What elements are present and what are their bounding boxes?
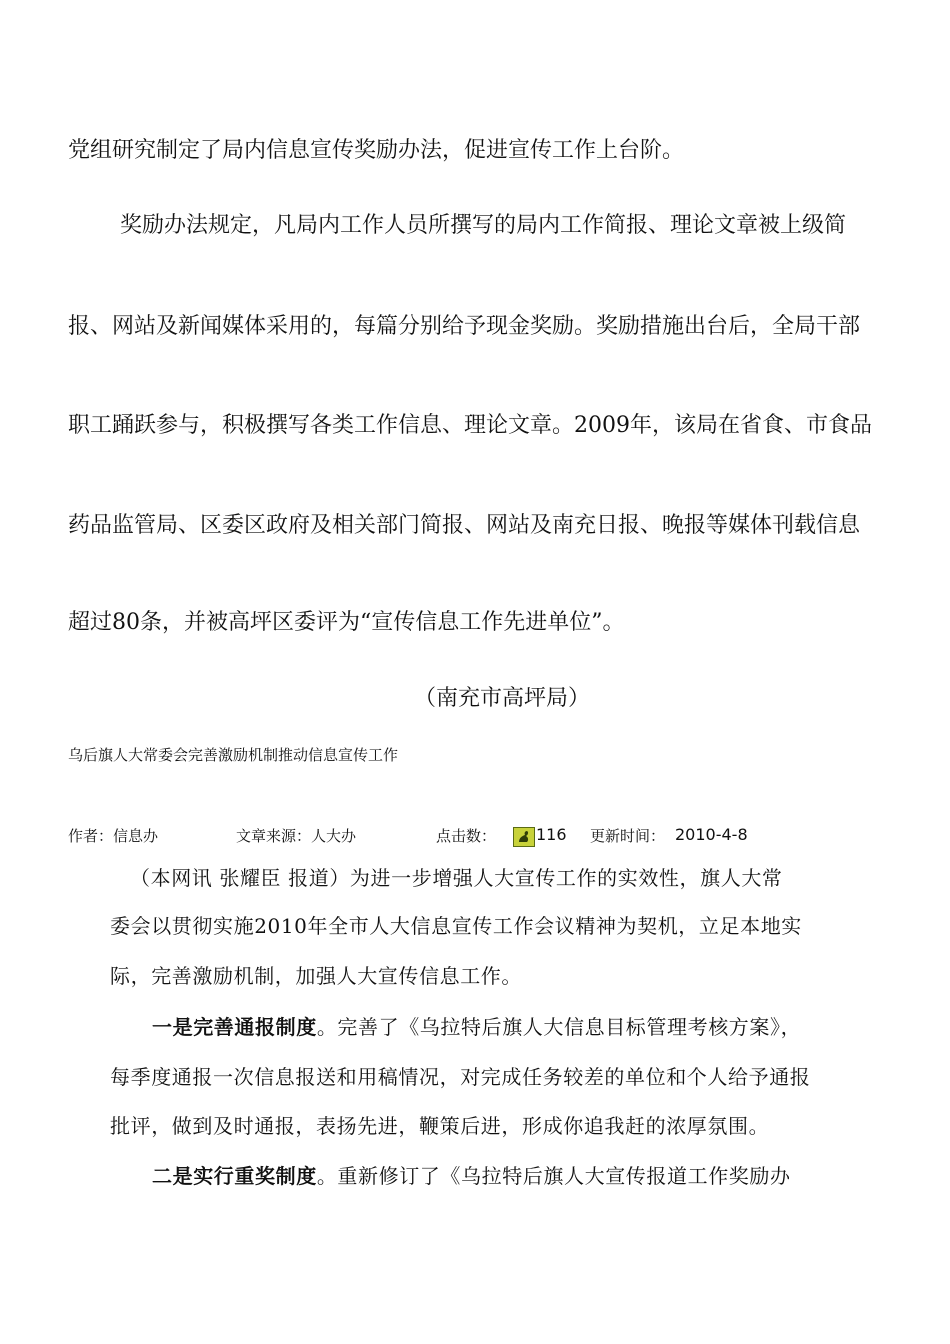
update-value: 2010-4-8 <box>675 825 748 844</box>
hit-counter-icon <box>513 827 535 847</box>
paragraph-line: 际，完善激励机制，加强人大宣传信息工作。 <box>110 964 522 988</box>
article-title: 乌后旗人大常委会完善激励机制推动信息宣传工作 <box>68 746 399 764</box>
paragraph-line: 药品监管局、区委区政府及相关部门简报、网站及南充日报、晚报等媒体刊载信息 <box>68 513 861 538</box>
paragraph-line: 报、网站及新闻媒体采用的，每篇分别给予现金奖励。奖励措施出台后，全局干部 <box>68 314 861 339</box>
point-two-heading: 二是实行重奖制度 <box>152 1164 317 1188</box>
point-one-heading: 一是完善通报制度 <box>152 1015 317 1039</box>
paragraph-line: （本网讯 张耀臣 报道）为进一步增强人大宣传工作的实效性，旗人大常 <box>130 866 783 890</box>
hits-value: 116 <box>536 825 567 844</box>
paragraph-line: 超过80条，并被高坪区委评为“宣传信息工作先进单位”。 <box>68 610 625 635</box>
paragraph-line: 每季度通报一次信息报送和用稿情况，对完成任务较差的单位和个人给予通报 <box>110 1065 811 1089</box>
hits-label: 点击数： <box>436 827 497 845</box>
update-label: 更新时间： <box>590 827 666 845</box>
source-note: （南充市高坪局） <box>414 686 591 711</box>
paragraph-line: 职工踊跃参与，积极撰写各类工作信息、理论文章。2009年，该局在省食、市食品 <box>68 413 872 438</box>
source-label: 文章来源：人大办 <box>236 827 357 845</box>
paragraph-line: 批评，做到及时通报，表扬先进，鞭策后进，形成你追我赶的浓厚氛围。 <box>110 1114 770 1138</box>
paragraph-line: 党组研究制定了局内信息宣传奖励办法，促进宣传工作上台阶。 <box>68 138 685 163</box>
point-one <box>152 1017 801 1037</box>
paragraph-line: 奖励办法规定，凡局内工作人员所撰写的局内工作简报、理论文章被上级简 <box>120 213 847 238</box>
point-two-text: 。重新修订了《乌拉特后旗人大宣传报道工作奖励办 <box>316 1164 791 1188</box>
author-label: 作者：信息办 <box>68 827 159 845</box>
point-one-text: 。完善了《乌拉特后旗人大信息目标管理考核方案》， <box>316 1015 802 1039</box>
point-two <box>152 1166 791 1186</box>
paragraph-line: 委会以贯彻实施2010年全市人大信息宣传工作会议精神为契机，立足本地实 <box>110 914 802 938</box>
